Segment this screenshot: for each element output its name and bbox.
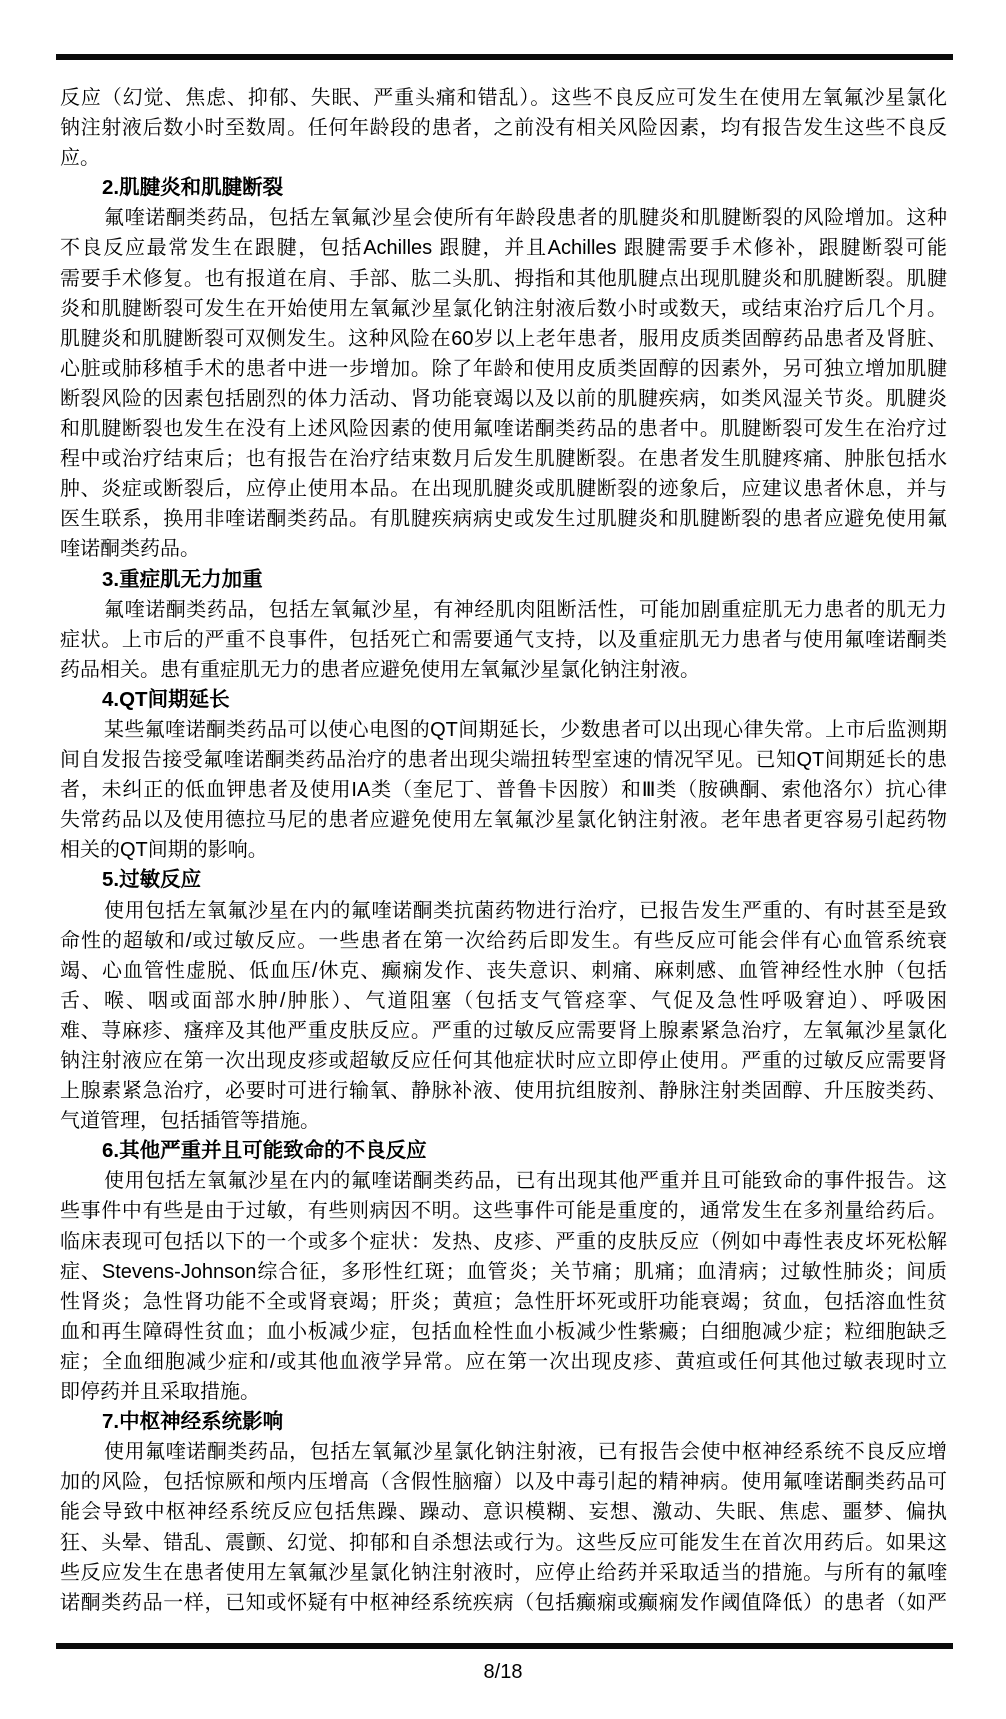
text-line: 需要手术修复。也有报道在肩、手部、肱二头肌、拇指和其他肌腱点出现肌腱炎和肌腱断裂。肌腱 [60,267,947,290]
text-line: 加的风险，包括惊厥和颅内压增高（含假性脑瘤）以及中毒引起的精神病。使用氟喹诺酮类药品可 [60,1471,947,1494]
section-heading: 2.肌腱炎和肌腱断裂 [102,176,284,200]
text-line: 程中或治疗结束后；也有报告在治疗结束数月后发生肌腱断裂。在患者发生肌腱疼痛、肿胀包括水 [60,448,947,471]
section-heading: 5.过敏反应 [102,868,202,892]
text-line: 能会导致中枢神经系统反应包括焦躁、躁动、意识模糊、妄想、激动、失眠、焦虑、噩梦、偏执 [60,1501,947,1524]
text-line: 症、Stevens-Johnson综合征，多形性红斑；血管炎；关节痛；肌痛；血清病；过敏性肺炎；间质 [60,1260,947,1283]
section-heading: 3.重症肌无力加重 [102,567,263,591]
section-heading: 6.其他严重并且可能致命的不良反应 [102,1139,427,1163]
text-line: 命性的超敏和/或过敏反应。一些患者在第一次给药后即发生。有些反应可能会伴有心血管系统衰 [60,929,947,952]
text-line: 药品相关。患有重症肌无力的患者应避免使用左氧氟沙星氯化钠注射液。 [60,658,700,681]
text-line: 肌腱炎和肌腱断裂可双侧发生。这种风险在60岁以上老年患者，服用皮质类固醇药品患者及肾脏、 [60,327,947,350]
document-text [60,83,947,1618]
text-line: 狂、头晕、错乱、震颤、幻觉、抑郁和自杀想法或行为。这些反应可能发生在首次用药后。如果这 [60,1531,947,1554]
text-line: 喹诺酮类药品。 [60,538,200,561]
text-line: 使用氟喹诺酮类药品，包括左氧氟沙星氯化钠注射液，已有报告会使中枢神经系统不良反应增 [104,1441,947,1464]
text-line: 性肾炎；急性肾功能不全或肾衰竭；肝炎；黄疸；急性肝坏死或肝功能衰竭；贫血，包括溶血性贫 [60,1290,947,1313]
text-line: 症；全血细胞减少症和/或其他血液学异常。应在第一次出现皮疹、黄疸或任何其他过敏表现时立 [60,1350,947,1373]
text-line: 钠注射液应在第一次出现皮疹或超敏反应任何其他症状时应立即停止使用。严重的过敏反应需要肾 [60,1050,947,1072]
text-line: 心脏或肺移植手术的患者中进一步增加。除了年龄和使用皮质类固醇的因素外，另可独立增加肌腱 [60,357,947,380]
section-heading: 7.中枢神经系统影响 [102,1410,284,1434]
text-line: 反应（幻觉、焦虑、抑郁、失眠、严重头痛和错乱）。这些不良反应可发生在使用左氧氟沙星氯化 [60,87,947,109]
text-line: 间自发报告接受氟喹诺酮类药品治疗的患者出现尖端扭转型室速的情况罕见。已知QT间期延长的患 [60,749,947,772]
text-line: 和肌腱断裂也发生在没有上述风险因素的使用氟喹诺酮类药品的患者中。肌腱断裂可发生在治疗过 [60,418,947,441]
text-line: 些事件中有些是由于过敏，有些则病因不明。这些事件可能是重度的，通常发生在多剂量给药后。 [60,1200,947,1223]
text-line: 诺酮类药品一样，已知或怀疑有中枢神经系统疾病（包括癫痫或癫痫发作阈值降低）的患者（如严 [60,1591,947,1614]
text-line: 相关的QT间期的影响。 [60,839,268,862]
text-line: 临床表现可包括以下的一个或多个症状：发热、皮疹、严重的皮肤反应（例如中毒性表皮坏死松解 [60,1230,947,1253]
text-line: 难、荨麻疹、瘙痒及其他严重皮肤反应。严重的过敏反应需要肾上腺素紧急治疗，左氧氟沙星氯化 [60,1019,947,1042]
top-rule [56,54,953,60]
text-line: 使用包括左氧氟沙星在内的氟喹诺酮类抗菌药物进行治疗，已报告发生严重的、有时甚至是致 [104,899,947,922]
text-line: 不良反应最常发生在跟腱，包括Achilles 跟腱，并且Achilles 跟腱需要手术修补，跟腱断裂可能 [60,237,947,260]
text-line: 医生联系，换用非喹诺酮类药品。有肌腱疾病病史或发生过肌腱炎和肌腱断裂的患者应避免使用氟 [60,508,947,531]
text-line: 氟喹诺酮类药品，包括左氧氟沙星，有神经肌肉阻断活性，可能加剧重症肌无力患者的肌无力 [104,598,947,621]
text-line: 竭、心血管性虚脱、低血压/休克、癫痫发作、丧失意识、刺痛、麻刺感、血管神经性水肿（包括 [60,959,947,982]
text-line: 使用包括左氧氟沙星在内的氟喹诺酮类药品，已有出现其他严重并且可能致命的事件报告。这 [104,1170,947,1193]
text-line: 失常药品以及使用德拉马尼的患者应避免使用左氧氟沙星氯化钠注射液。老年患者更容易引起药物 [60,809,947,832]
text-line: 舌、喉、咽或面部水肿/肿胀）、气道阻塞（包括支气管痉挛、气促及急性呼吸窘迫）、呼吸困 [60,989,947,1012]
text-line: 某些氟喹诺酮类药品可以使心电图的QT间期延长，少数患者可以出现心律失常。上市后监测期 [104,718,947,741]
text-line: 肿、炎症或断裂后，应停止使用本品。在出现肌腱炎或肌腱断裂的迹象后，应建议患者休息，并与 [60,478,947,501]
section-heading: 4.QT间期延长 [102,687,230,711]
text-line: 炎和肌腱断裂可发生在开始使用左氧氟沙星氯化钠注射液后数小时或数天，或结束治疗后几个月。 [60,297,947,320]
text-line: 气道管理，包括插管等措施。 [60,1110,320,1133]
text-line: 钠注射液后数小时至数周。任何年龄段的患者，之前没有相关风险因素，均有报告发生这些不良反 [60,117,947,140]
text-line: 些反应发生在患者使用左氧氟沙星氯化钠注射液时，应停止给药并采取适当的措施。与所有的氟喹 [60,1561,947,1584]
text-line: 应。 [60,147,100,170]
page-number: 8/18 [483,1661,523,1683]
text-line: 断裂风险的因素包括剧烈的体力活动、肾功能衰竭以及以前的肌腱疾病，如类风湿关节炎。肌腱炎 [60,387,947,410]
text-line: 即停药并且采取措施。 [60,1381,260,1404]
text-line: 氟喹诺酮类药品，包括左氧氟沙星会使所有年龄段患者的肌腱炎和肌腱断裂的风险增加。这种 [104,207,947,230]
text-line: 者，未纠正的低血钾患者及使用IA类（奎尼丁、普鲁卡因胺）和Ⅲ类（胺碘酮、索他洛尔）抗心律 [60,779,947,802]
text-line: 上腺素紧急治疗，必要时可进行输氧、静脉补液、使用抗组胺剂、静脉注射类固醇、升压胺类药、 [60,1080,947,1103]
text-line: 血和再生障碍性贫血；血小板减少症，包括血栓性血小板减少性紫癜；白细胞减少症；粒细胞缺乏 [60,1320,947,1343]
bottom-rule [56,1643,953,1649]
text-line: 症状。上市后的严重不良事件，包括死亡和需要通气支持，以及重症肌无力患者与使用氟喹诺酮类 [60,628,947,651]
